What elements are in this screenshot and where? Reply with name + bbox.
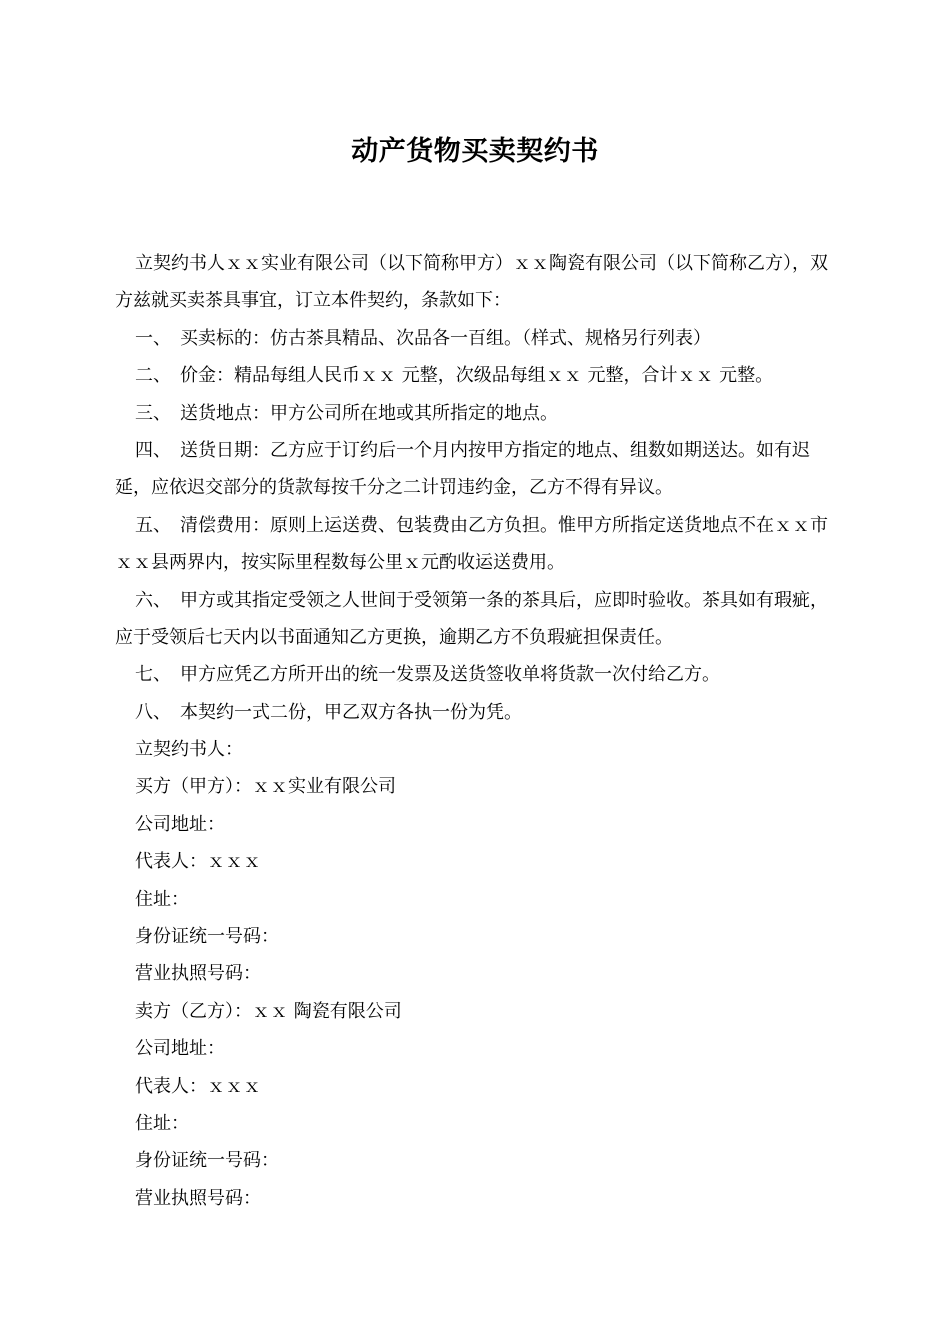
buyer-representative: 代表人：ｘｘｘ (135, 851, 261, 873)
clause-6: 六、 甲方或其指定受领之人世间于受领第一条的茶具后，应即时验收。茶具如有瑕疵，应于受领后七天内以书面通知乙方更换，逾期乙方不负瑕疵担保责任。 (115, 589, 828, 649)
clause-1: 一、 买卖标的：仿古茶具精品、次品各一百组。（样式、规格另行列表） (135, 327, 711, 349)
seller-name: 卖方（乙方）：ｘｘ 陶瓷有限公司 (135, 1000, 402, 1022)
clause-7: 七、 甲方应凭乙方所开出的统一发票及送货签收单将货款一次付给乙方。 (135, 664, 720, 686)
buyer-id-number: 身份证统一号码： (135, 926, 279, 948)
seller-representative: 代表人：ｘｘｘ (135, 1075, 261, 1097)
seller-residence: 住址： (135, 1113, 189, 1135)
clause-5: 五、 清偿费用：原则上运送费、包装费由乙方负担。惟甲方所指定送货地点不在ｘｘ市ｘｘ县两界内，按实际里程数每公里ｘ元酌收运送费用。 (115, 514, 828, 574)
signature-block (135, 731, 735, 1217)
seller-business-license: 营业执照号码： (135, 1187, 261, 1209)
signatory-heading: 立契约书人： (135, 739, 243, 760)
contract-body (115, 245, 845, 731)
clause-8: 八、 本契约一式二份，甲乙双方各执一份为凭。 (135, 701, 522, 723)
buyer-business-license: 营业执照号码： (135, 963, 261, 985)
clause-4: 四、 送货日期：乙方应于订约后一个月内按甲方指定的地点、组数如期送达。如有迟延，应依迟交部分的货款每按千分之二计罚违约金，乙方不得有异议。 (115, 440, 810, 499)
buyer-residence: 住址： (135, 888, 189, 910)
intro-paragraph: 立契约书人ｘｘ实业有限公司（以下简称甲方）ｘｘ陶瓷有限公司（以下简称乙方），双方兹就买卖茶具事宜，订立本件契约，条款如下： (115, 253, 828, 312)
buyer-company-address: 公司地址： (135, 813, 225, 835)
buyer-name: 买方（甲方）：ｘｘ实业有限公司 (135, 776, 396, 798)
clause-2: 二、 价金：精品每组人民币ｘｘ 元整，次级品每组ｘｘ 元整，合计ｘｘ 元整。 (135, 365, 774, 387)
document-title: 动产货物买卖契约书 (351, 136, 599, 167)
seller-company-address: 公司地址： (135, 1038, 225, 1060)
seller-id-number: 身份证统一号码： (135, 1150, 279, 1172)
clause-3: 三、 送货地点：甲方公司所在地或其所指定的地点。 (135, 402, 558, 424)
